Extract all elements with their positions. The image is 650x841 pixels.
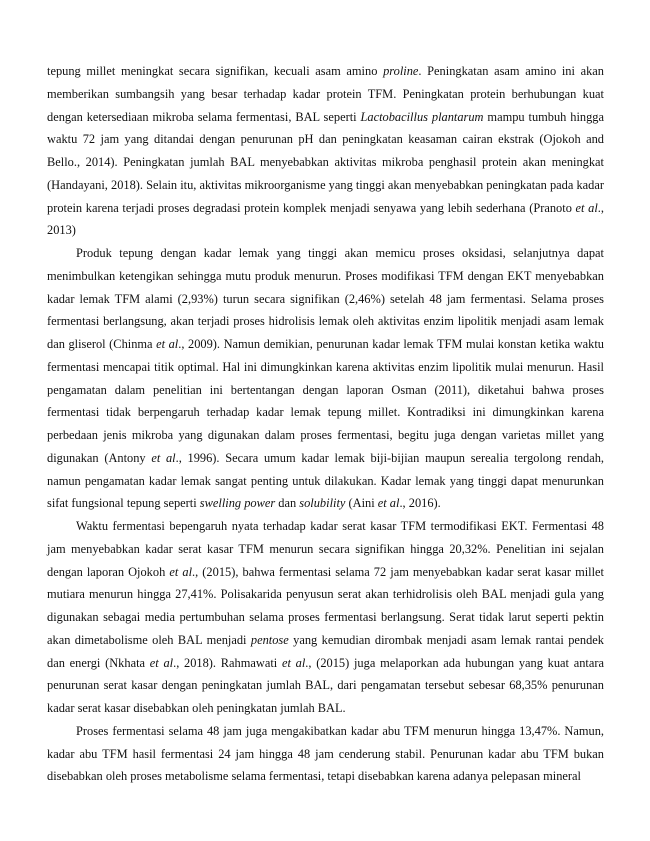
italic-term: Lactobacillus plantarum — [360, 109, 484, 124]
text-run: ., (2015) juga melaporkan ada hubungan yang kuat antara penurunan serat kasar dengan peningkatan jumlah BAL, dari pengamatan tersebut sebesar 68,35% penurunan kadar serat kasar disebabkan oleh peningkatan jumlah BAL. — [47, 655, 604, 715]
text-run: . Peningkatan asam amino ini akan memberikan sumbangsih yang besar terhadap kadar protein TFM. Peningkatan protein berhubungan kuat dengan ketersediaan mikroba selama fermentasi, BAL seperti — [47, 64, 604, 124]
text-run: ., 2009). Namun demikian, penurunan kadar lemak TFM mulai konstan ketika waktu fermentasi mencapai titik optimal. Hal ini dimungkinkan karena aktivitas enzim lipolitik mulai menurun. Hasil pengamatan dalam penelitian ini bertentangan dengan laporan Osman (2011), diketahui bahwa proses fermentasi tidak berpengaruh terhadap kadar lemak tepung millet. Kontradiksi ini dimungkinkan karena perbedaan jenis mikroba yang digunakan dalam proses fermentasi, begitu juga dengan varietas millet yang digunakan (Antony — [47, 337, 604, 465]
text-run: mampu tumbuh hingga waktu 72 jam yang ditandai dengan penurunan pH dan peningkatan keasaman cairan ekstrak (Ojokoh and Bello., 2014). Peningkatan jumlah BAL menyebabkan aktivitas mikroba penghasil protein akan meningkat (Handayani, 2018). Selain itu, aktivitas mikroorganisme yang tinggi akan menyebabkan peningkatan pada kadar protein karena terjadi proses degradasi protein komplek menjadi senyawa yang lebih sederhana (Pranoto — [47, 109, 604, 215]
italic-term: et al — [149, 655, 174, 670]
text-run: ., 2013) — [47, 200, 604, 238]
text-run: ., 2016). — [399, 496, 441, 511]
italic-term: et al — [281, 655, 306, 670]
italic-term: proline — [383, 64, 419, 78]
text-run: ., 1996). Secara umum kadar lemak biji-bijian maupun serealia tergolong rendah, namun pengamatan kadar lemak sangat penting untuk dilakukan. Kadar lemak yang tinggi dapat menurunkan sifat fungsional tepung seperti — [47, 450, 605, 511]
italic-term: et al — [156, 337, 179, 351]
italic-term: et al — [151, 450, 176, 465]
paragraph-protein — [47, 60, 604, 242]
text-run: yang kemudian dirombak menjadi asam lemak rantai pendek dan energi (Nkhata — [47, 632, 604, 670]
italic-term: et al — [377, 496, 400, 511]
text-run: tepung millet meningkat secara signifikan, kecuali asam amino — [47, 64, 384, 78]
document-page — [47, 60, 604, 788]
text-run: Produk tepung dengan kadar lemak yang tinggi akan memicu proses oksidasi, selanjutnya dapat menimbulkan ketengikan sehingga mutu produk menurun. Proses modifikasi TFM dengan EKT menyebabkan kadar lemak TFM alami (2,93%) turun secara signifikan (2,46%) setelah 48 jam fermentasi. Selama proses fermentasi berlangsung, akan terjadi proses hidrolisis lemak oleh aktivitas enzim lipolitik menjadi asam lemak dan gliserol (Chinma — [47, 246, 604, 351]
text-run: Waktu fermentasi bepengaruh nyata terhadap kadar serat kasar TFM termodifikasi EKT. Fermentasi 48 jam menyebabkan kadar serat kasar TFM menurun secara signifikan hingga 20,32%. Penelitian ini sejalan dengan laporan Ojokoh — [47, 519, 604, 579]
italic-term: pentose — [250, 632, 289, 647]
italic-term: solubility — [299, 496, 346, 511]
italic-term: swelling power — [199, 496, 276, 511]
paragraph-lemak — [47, 242, 604, 515]
paragraph-abu — [47, 720, 604, 788]
text-run: Proses fermentasi selama 48 jam juga mengakibatkan kadar abu TFM menurun hingga 13,47%. Namun, kadar abu TFM hasil fermentasi 24 jam hingga 48 jam cenderung stabil. Penurunan kadar abu TFM bukan disebabkan oleh proses metabolisme selama fermentasi, tetapi disebabkan karena adanya pelepasan mineral — [47, 723, 604, 784]
text-run: ., 2018). Rahmawati — [173, 655, 282, 670]
text-run: ., (2015), bahwa fermentasi selama 72 jam menyebabkan kadar serat kasar millet mutiara menurun hingga 27,41%. Polisakarida penyusun serat akan terhidrolisis oleh BAL menjadi gula yang digunakan sebagai media pertumbuhan selama proses fermentasi berlangsung. Serat tidak larut seperti pektin akan dimetabolisme oleh BAL menjadi — [47, 564, 605, 647]
paragraph-serat — [47, 515, 604, 720]
text-run: dan — [275, 496, 300, 511]
italic-term: et al — [575, 200, 598, 215]
text-run: (Aini — [345, 496, 378, 511]
italic-term: et al — [169, 564, 193, 579]
